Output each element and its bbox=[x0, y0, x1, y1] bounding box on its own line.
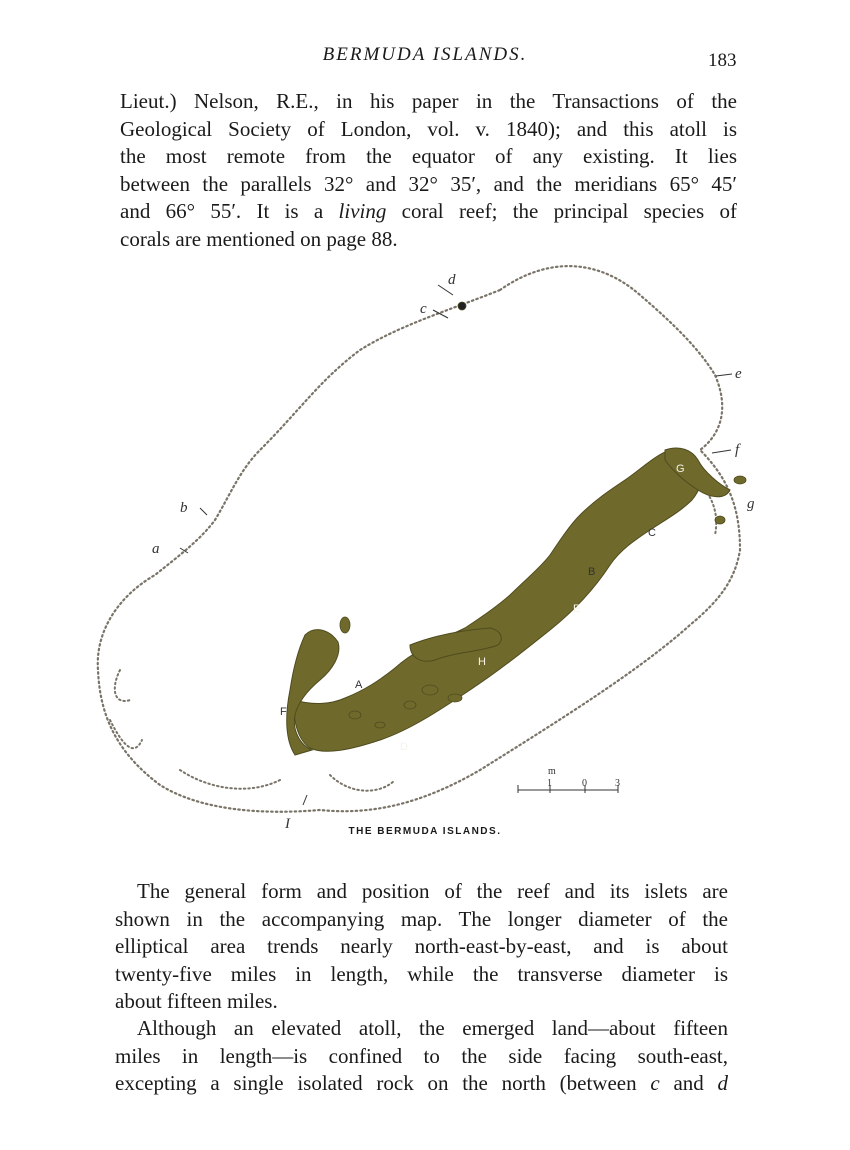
paragraph-3 bbox=[115, 1015, 728, 1098]
running-title: BERMUDA ISLANDS. bbox=[322, 44, 528, 65]
reef-label-g: g bbox=[747, 496, 755, 512]
text-line: between the parallels 32° and 32° 35′, and the meridians 65° 45′ bbox=[120, 171, 737, 196]
text-fragment: and bbox=[673, 1071, 704, 1095]
scale-tick: 0 bbox=[582, 778, 587, 789]
text-fragment: excepting a single isolated rock on the north (between bbox=[115, 1071, 637, 1095]
text-line bbox=[115, 1070, 728, 1098]
label-G: G bbox=[676, 463, 685, 475]
paragraph-1 bbox=[120, 88, 737, 253]
label-F: F bbox=[280, 706, 287, 718]
scale-tick: 1 bbox=[547, 778, 552, 789]
text-line: about fifteen miles. bbox=[115, 989, 278, 1013]
italic-word: living bbox=[338, 199, 387, 223]
reef-arrows bbox=[180, 285, 732, 805]
italic-letter: d bbox=[717, 1071, 729, 1095]
reef-label-e: e bbox=[735, 366, 742, 382]
text-line: the most remote from the equator of any existing. It lies bbox=[120, 144, 737, 168]
text-line: Lieut.) Nelson, R.E., in his paper in the Transactions of the bbox=[120, 89, 737, 113]
text-fragment: and 66° 55′. It is a bbox=[120, 199, 324, 223]
main-island bbox=[294, 450, 702, 752]
text-line: Geological Society of London, vol. v. 1840); and this atoll is bbox=[120, 116, 737, 141]
scale-bar bbox=[518, 785, 618, 793]
scale-tick: 3 bbox=[615, 778, 620, 789]
label-B: B bbox=[588, 566, 596, 578]
text-fragment: coral reef; the principal species of bbox=[401, 199, 738, 223]
text-line: elliptical area trends nearly north-east-by-east, and is about bbox=[115, 934, 728, 958]
reef-label-b: b bbox=[180, 500, 188, 516]
reef-label-c: c bbox=[420, 301, 427, 317]
text-line: The general form and position of the reef and its islets are bbox=[137, 879, 728, 903]
label-A: A bbox=[355, 679, 363, 691]
scale-unit: m bbox=[548, 766, 556, 777]
outer-reef bbox=[98, 266, 740, 812]
text-line: shown in the accompanying map. The longer diameter of the bbox=[115, 906, 728, 931]
text-line: twenty-five miles in length, while the transverse diameter is bbox=[115, 961, 728, 986]
inner-reef bbox=[110, 670, 280, 789]
bermuda-map bbox=[80, 250, 780, 840]
paragraph-2 bbox=[115, 878, 728, 1016]
text-line: corals are mentioned on page 88. bbox=[120, 226, 398, 251]
label-H: H bbox=[478, 656, 486, 668]
reef-label-d: d bbox=[448, 272, 456, 288]
page-number: 183 bbox=[708, 50, 737, 71]
reef-label-a: a bbox=[152, 541, 160, 557]
label-C: C bbox=[648, 527, 656, 539]
label-E: E bbox=[573, 603, 581, 615]
text-line bbox=[120, 198, 737, 226]
text-line: Although an elevated atoll, the emerged land—about fifteen bbox=[137, 1016, 728, 1040]
text-line: miles in length—is confined to the side facing south-east, bbox=[115, 1043, 728, 1068]
label-D: D bbox=[400, 741, 408, 753]
figure-caption: THE BERMUDA ISLANDS. bbox=[348, 826, 502, 837]
reef-label-f: f bbox=[735, 442, 740, 458]
italic-letter: c bbox=[650, 1071, 660, 1095]
reef-label-I: I bbox=[285, 816, 290, 832]
